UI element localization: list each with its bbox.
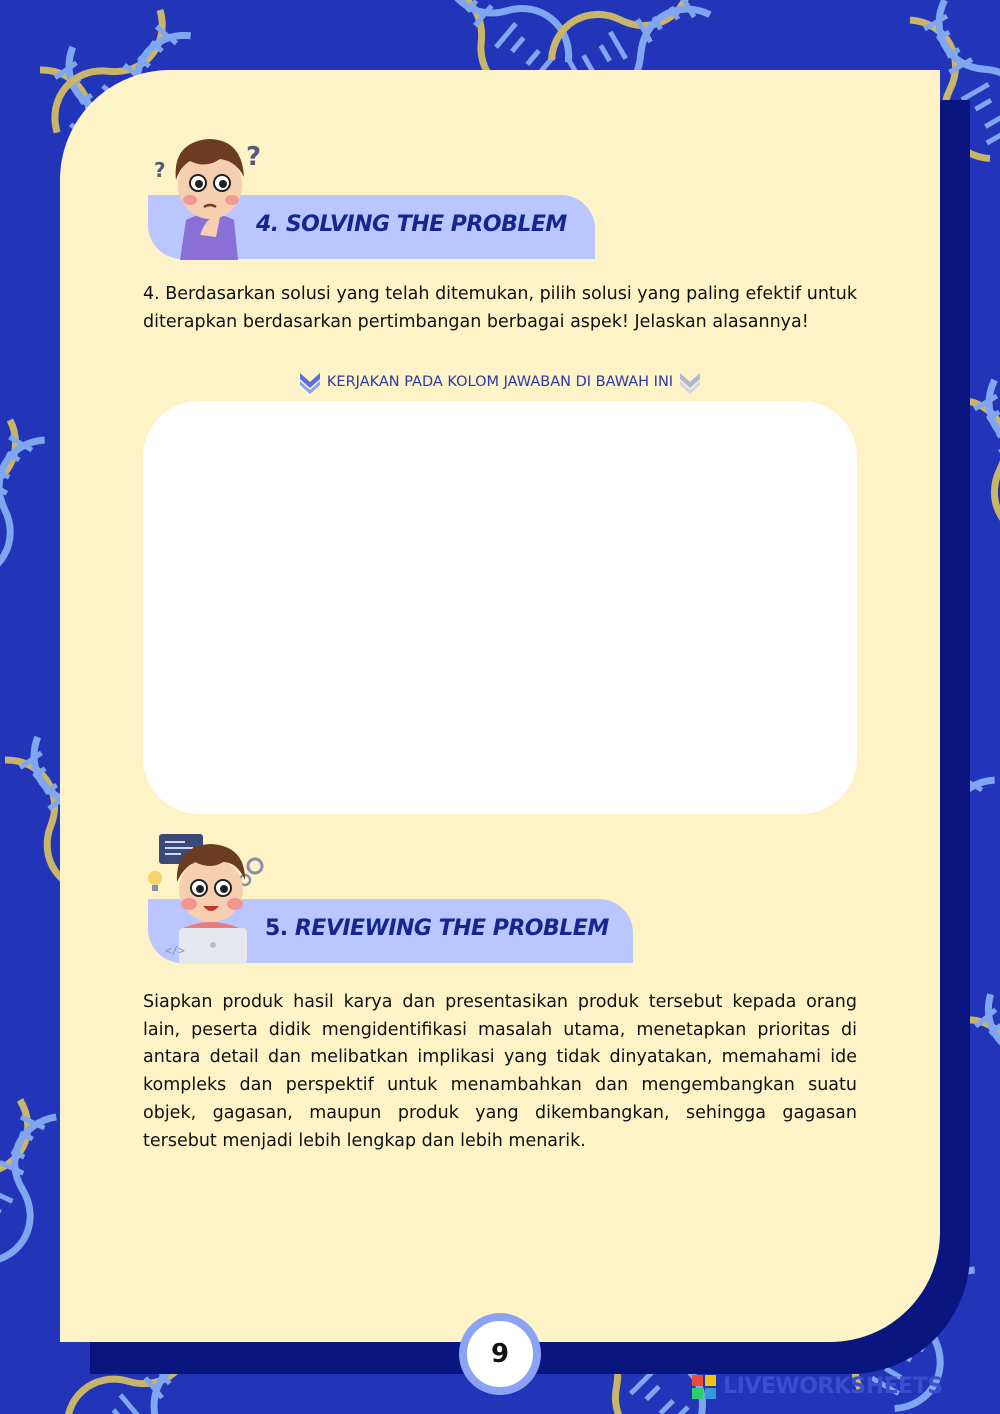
double-chevron-down-icon [298, 370, 322, 394]
thinking-boy-icon [150, 125, 270, 260]
liveworksheets-watermark [692, 1374, 943, 1404]
answer-instruction-text: KERJAKAN PADA KOLOM JAWABAN DI BAWAH INI [326, 374, 674, 390]
svg-text:</>: </> [165, 944, 185, 957]
svg-text:?: ? [154, 158, 166, 182]
page-number: 9 [459, 1313, 541, 1395]
section5-heading-number: 5. [265, 916, 288, 941]
watermark-text: LIVEWORKSHEETS [723, 1374, 943, 1399]
section5-body: Siapkan produk hasil karya dan presentasikan produk tersebut kepada orang lain, peserta didik mengidentifikasi masalah utama, menetapkan prioritas di antara detail dan melibatkan implikasi yang tidak dinyatakan, memahami ide kompleks dan perspektif untuk menambahkan dan mengembangkan suatu objek, gagasan, maupun produk yang dikembangkan, sehingga gagasan tersebut menjadi lebih lengkap dan lebih menarik. [143, 992, 857, 1151]
section4-question: 4. Berdasarkan solusi yang telah ditemukan, pilih solusi yang paling efektif untuk diterapkan berdasarkan pertimbangan berbagai aspek! Jelaskan alasannya! [143, 284, 857, 332]
section5-heading-title: REVIEWING THE PROBLEM [294, 916, 609, 941]
double-chevron-down-icon [678, 370, 702, 394]
answer-input-box[interactable] [143, 401, 857, 814]
answer-instruction [0, 370, 1000, 394]
section5-heading [265, 916, 609, 941]
liveworksheets-logo-icon [692, 1375, 716, 1399]
boy-with-laptop-icon [145, 832, 275, 967]
svg-text:?: ? [246, 142, 262, 172]
section4-heading: 4. SOLVING THE PROBLEM [256, 212, 567, 237]
dna-helix-icon [0, 409, 64, 590]
